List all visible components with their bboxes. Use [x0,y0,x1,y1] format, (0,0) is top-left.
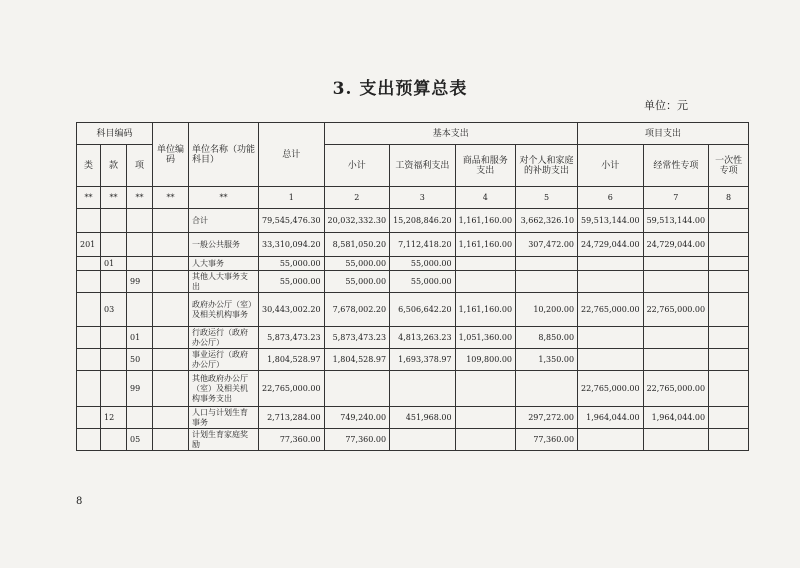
header-lei: 类 [77,145,101,187]
total-cell: 55,000.00 [259,257,325,271]
total-cell: 55,000.00 [259,271,325,293]
recurring-cell [643,327,709,349]
header-subsidy: 对个人和家庭的补助支出 [516,145,578,187]
header-project: 项目支出 [578,123,749,145]
onetime-cell [709,407,749,429]
kuan-cell [101,209,127,233]
unit-name-cell: 人大事务 [189,257,259,271]
index-cell: ** [189,187,259,209]
subsidy-cell: 3,662,326.10 [516,209,578,233]
index-cell: 4 [455,187,515,209]
project-subtotal-cell: 22,765,000.00 [578,293,644,327]
kuan-cell [101,327,127,349]
recurring-cell: 22,765,000.00 [643,371,709,407]
xiang-cell [127,257,153,271]
unit-name-cell: 计划生育家庭奖励 [189,429,259,451]
wages-cell: 7,112,418.20 [390,233,456,257]
total-cell: 1,804,528.97 [259,349,325,371]
basic-subtotal-cell: 55,000.00 [324,271,390,293]
wages-cell: 6,506,642.20 [390,293,456,327]
onetime-cell [709,349,749,371]
header-kuan: 款 [101,145,127,187]
subsidy-cell: 307,472.00 [516,233,578,257]
table-row [77,209,749,233]
unit-code-cell [153,271,189,293]
basic-subtotal-cell: 8,581,050.20 [324,233,390,257]
wages-cell: 15,208,846.20 [390,209,456,233]
header-unit-name: 单位名称（功能科目） [189,123,259,187]
header-unit-code: 单位编码 [153,123,189,187]
onetime-cell [709,209,749,233]
unit-name-cell: 其他政府办公厅（室）及相关机构事务支出 [189,371,259,407]
lei-cell [77,293,101,327]
project-subtotal-cell: 22,765,000.00 [578,371,644,407]
index-cell: ** [77,187,101,209]
index-cell: 7 [643,187,709,209]
unit-name-cell: 一般公共服务 [189,233,259,257]
total-cell: 79,545,476.30 [259,209,325,233]
table-row [77,257,749,271]
page-title: 3. 支出预算总表 [332,79,468,99]
wages-cell: 451,968.00 [390,407,456,429]
kuan-cell: 01 [101,257,127,271]
recurring-cell [643,271,709,293]
unit-code-cell [153,407,189,429]
unit-code-cell [153,429,189,451]
total-cell: 30,443,002.20 [259,293,325,327]
unit-name-cell: 事业运行（政府办公厅） [189,349,259,371]
project-subtotal-cell [578,349,644,371]
total-cell: 2,713,284.00 [259,407,325,429]
subsidy-cell: 8,850.00 [516,327,578,349]
kuan-cell: 12 [101,407,127,429]
xiang-cell: 05 [127,429,153,451]
unit-name-cell: 行政运行（政府办公厅） [189,327,259,349]
basic-subtotal-cell: 7,678,002.20 [324,293,390,327]
basic-subtotal-cell [324,371,390,407]
lei-cell [77,257,101,271]
basic-subtotal-cell: 749,240.00 [324,407,390,429]
wages-cell [390,371,456,407]
table-body [77,209,749,451]
goods-cell [455,257,515,271]
lei-cell [77,209,101,233]
basic-subtotal-cell: 5,873,473.23 [324,327,390,349]
header-basic: 基本支出 [324,123,578,145]
header-wages: 工资福利支出 [390,145,456,187]
index-cell: 8 [709,187,749,209]
wages-cell: 1,693,378.97 [390,349,456,371]
header-xiang: 项 [127,145,153,187]
basic-subtotal-cell: 20,032,332.30 [324,209,390,233]
xiang-cell: 99 [127,371,153,407]
project-subtotal-cell [578,271,644,293]
unit-code-cell [153,233,189,257]
unit-label: 单位：元 [644,99,688,112]
header-recurring: 经常性专项 [643,145,709,187]
goods-cell: 1,161,160.00 [455,293,515,327]
onetime-cell [709,233,749,257]
subsidy-cell [516,271,578,293]
total-cell: 77,360.00 [259,429,325,451]
header-total: 总计 [259,123,325,187]
table-row [77,407,749,429]
goods-cell [455,271,515,293]
unit-name-cell: 其他人大事务支出 [189,271,259,293]
onetime-cell [709,371,749,407]
unit-code-cell [153,371,189,407]
table-row [77,429,749,451]
subsidy-cell: 10,200.00 [516,293,578,327]
kuan-cell [101,429,127,451]
table-row [77,271,749,293]
goods-cell [455,371,515,407]
xiang-cell [127,209,153,233]
project-subtotal-cell: 1,964,044.00 [578,407,644,429]
kuan-cell [101,233,127,257]
goods-cell: 1,051,360.00 [455,327,515,349]
index-cell: ** [101,187,127,209]
table-row [77,349,749,371]
project-subtotal-cell [578,257,644,271]
index-cell: 1 [259,187,325,209]
lei-cell [77,327,101,349]
kuan-cell [101,271,127,293]
table-row [77,327,749,349]
index-cell: ** [153,187,189,209]
basic-subtotal-cell: 55,000.00 [324,257,390,271]
subsidy-cell [516,371,578,407]
xiang-cell [127,233,153,257]
table-row [77,293,749,327]
table-row [77,371,749,407]
basic-subtotal-cell: 77,360.00 [324,429,390,451]
onetime-cell [709,327,749,349]
recurring-cell: 24,729,044.00 [643,233,709,257]
page-number: 8 [76,496,83,507]
unit-code-cell [153,349,189,371]
subsidy-cell: 77,360.00 [516,429,578,451]
subsidy-cell: 1,350.00 [516,349,578,371]
total-cell: 33,310,094.20 [259,233,325,257]
index-cell: 3 [390,187,456,209]
index-cell: 6 [578,187,644,209]
lei-cell [77,429,101,451]
header-goods: 商品和服务支出 [455,145,515,187]
lei-cell [77,407,101,429]
xiang-cell [127,293,153,327]
xiang-cell: 99 [127,271,153,293]
header-onetime: 一次性专项 [709,145,749,187]
goods-cell: 1,161,160.00 [455,233,515,257]
project-subtotal-cell [578,327,644,349]
recurring-cell [643,429,709,451]
recurring-cell [643,349,709,371]
wages-cell: 55,000.00 [390,257,456,271]
unit-code-cell [153,257,189,271]
goods-cell [455,429,515,451]
unit-name-cell: 人口与计划生育事务 [189,407,259,429]
xiang-cell: 01 [127,327,153,349]
budget-table [76,122,749,451]
unit-code-cell [153,209,189,233]
kuan-cell [101,371,127,407]
header-subject-code: 科目编码 [77,123,153,145]
wages-cell: 4,813,263.23 [390,327,456,349]
xiang-cell [127,407,153,429]
onetime-cell [709,271,749,293]
basic-subtotal-cell: 1,804,528.97 [324,349,390,371]
lei-cell [77,271,101,293]
goods-cell: 1,161,160.00 [455,209,515,233]
total-cell: 22,765,000.00 [259,371,325,407]
project-subtotal-cell: 59,513,144.00 [578,209,644,233]
index-cell: ** [127,187,153,209]
kuan-cell [101,349,127,371]
lei-cell [77,371,101,407]
recurring-cell: 22,765,000.00 [643,293,709,327]
table-row [77,233,749,257]
project-subtotal-cell [578,429,644,451]
unit-name-cell: 合计 [189,209,259,233]
goods-cell: 109,800.00 [455,349,515,371]
wages-cell: 55,000.00 [390,271,456,293]
goods-cell [455,407,515,429]
subsidy-cell [516,257,578,271]
index-cell: 2 [324,187,390,209]
recurring-cell: 59,513,144.00 [643,209,709,233]
unit-code-cell [153,327,189,349]
total-cell: 5,873,473.23 [259,327,325,349]
unit-code-cell [153,293,189,327]
header-project-subtotal: 小计 [578,145,644,187]
xiang-cell: 50 [127,349,153,371]
recurring-cell: 1,964,044.00 [643,407,709,429]
index-cell: 5 [516,187,578,209]
wages-cell [390,429,456,451]
onetime-cell [709,257,749,271]
onetime-cell [709,293,749,327]
lei-cell [77,349,101,371]
header-basic-subtotal: 小计 [324,145,390,187]
project-subtotal-cell: 24,729,044.00 [578,233,644,257]
subsidy-cell: 297,272.00 [516,407,578,429]
unit-name-cell: 政府办公厅（室）及相关机构事务 [189,293,259,327]
onetime-cell [709,429,749,451]
recurring-cell [643,257,709,271]
kuan-cell: 03 [101,293,127,327]
lei-cell: 201 [77,233,101,257]
